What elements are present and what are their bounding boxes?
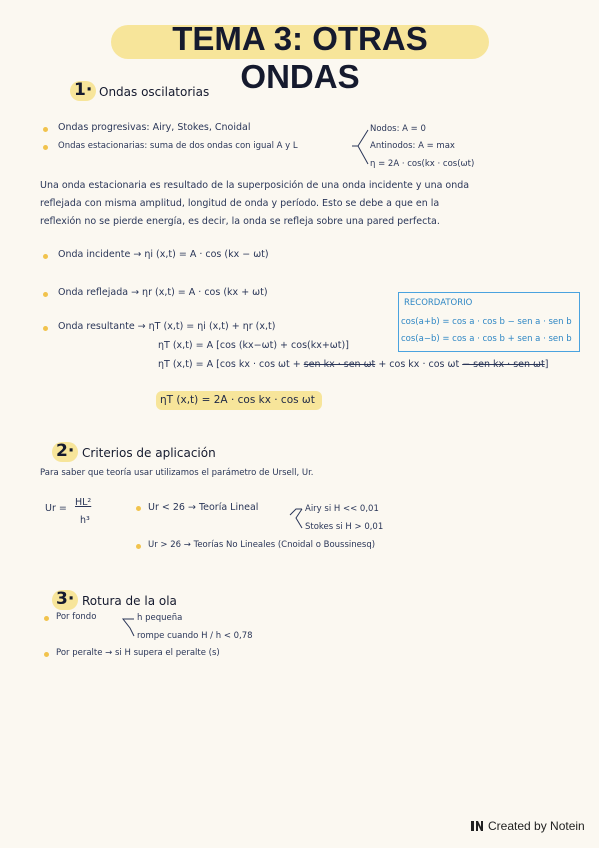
eq3-part-a: ηT (x,t) = A [cos kx · cos ωt + bbox=[158, 359, 301, 370]
rotura-por-peralte: Por peralte → si H supera el peralte (s) bbox=[56, 648, 220, 658]
bullet-ondas-estacionarias: Ondas estacionarias: suma de dos ondas con igual A y L bbox=[58, 141, 298, 151]
eq3-part-c: ] bbox=[544, 359, 549, 370]
eq-onda-incidente: Onda incidente → ηi (x,t) = A · cos (kx − ωt) bbox=[58, 249, 269, 260]
paragraph-line-3: reflexión no se pierde energía, es decir, la onda se refleja sobre una pared perfecta. bbox=[40, 216, 440, 227]
section-2-title: Criterios de aplicación bbox=[82, 446, 216, 460]
section-1-number: 1· bbox=[74, 80, 93, 100]
eq3-part-b: + cos kx · cos ωt bbox=[378, 359, 460, 370]
rotura-h-pequena: h pequeña bbox=[137, 613, 183, 623]
footer bbox=[470, 818, 585, 833]
section-3-number: 3· bbox=[56, 589, 75, 609]
eq3-strike-1: sen kx · sen ωt bbox=[303, 359, 376, 370]
reminder-title: RECORDATORIO bbox=[404, 298, 473, 308]
eq-onda-resultante: Onda resultante → ηT (x,t) = ηi (x,t) + ηr (x,t) bbox=[58, 321, 276, 332]
section-2-intro: Para saber que teoría usar utilizamos el parámetro de Ursell, Ur. bbox=[40, 468, 314, 478]
footer-text: Created by Notein bbox=[488, 819, 585, 833]
page-title: TEMA 3: OTRAS ONDAS bbox=[172, 20, 428, 95]
ursell-denominator: h³ bbox=[80, 515, 90, 526]
paragraph-line-1: Una onda estacionaria es resultado de la superposición de una onda incidente y una onda bbox=[40, 180, 470, 191]
eq-result: ηT (x,t) = 2A · cos kx · cos ωt bbox=[160, 394, 315, 406]
ursell-nonlinear: Ur > 26 → Teorías No Lineales (Cnoidal o Boussinesq) bbox=[148, 540, 376, 550]
eq-onda-reflejada: Onda reflejada → ηr (x,t) = A · cos (kx + ωt) bbox=[58, 287, 268, 298]
bullet-ondas-progresivas: Ondas progresivas: Airy, Stokes, Cnoidal bbox=[58, 122, 251, 133]
ursell-numerator: HL² bbox=[75, 497, 92, 508]
ursell-lhs: Ur = bbox=[45, 503, 67, 514]
paragraph-line-2: reflejada con misma amplitud, longitud de onda y período. Esto se debe a que en la bbox=[40, 198, 440, 209]
eq3-strike-2: − sen kx · sen ωt bbox=[462, 359, 545, 370]
notein-logo-icon bbox=[470, 818, 484, 832]
ursell-linear: Ur < 26 → Teoría Lineal bbox=[148, 502, 259, 513]
ursell-stokes: Stokes si H > 0,01 bbox=[305, 522, 384, 532]
branch-nodos: Nodos: A = 0 bbox=[370, 124, 426, 134]
section-3-title: Rotura de la ola bbox=[82, 594, 177, 608]
rotura-por-fondo: Por fondo bbox=[56, 612, 97, 622]
reminder-line-2: cos(a−b) = cos a · cos b + sen a · sen b bbox=[401, 334, 572, 344]
rotura-condicion: rompe cuando H / h < 0,78 bbox=[137, 631, 253, 641]
branch-eta: η = 2A · cos(kx · cos(ωt) bbox=[370, 159, 475, 169]
reminder-line-1: cos(a+b) = cos a · cos b − sen a · sen b bbox=[401, 317, 572, 327]
ursell-airy: Airy si H << 0,01 bbox=[305, 504, 379, 514]
section-2-number: 2· bbox=[56, 441, 75, 461]
eq-resultante-step-2: ηT (x,t) = A [cos (kx−ωt) + cos(kx+ωt)] bbox=[158, 340, 349, 351]
section-1-title: Ondas oscilatorias bbox=[99, 85, 210, 99]
branch-antinodos: Antinodos: A = max bbox=[370, 141, 455, 151]
